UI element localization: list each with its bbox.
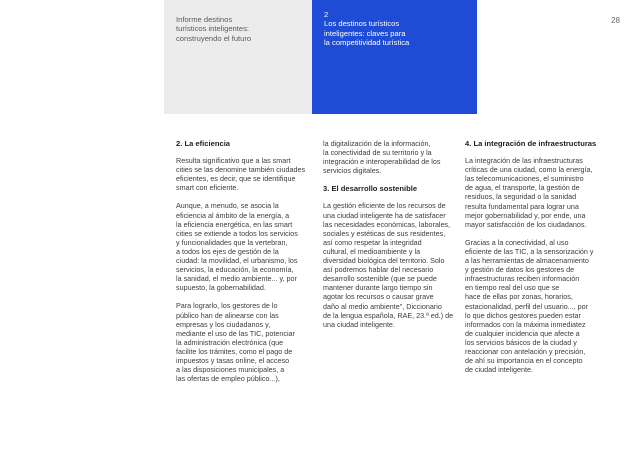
text-line: facilite los trámites, como el pago de [176,346,293,356]
text-line: infraestructuras reciben información [465,274,580,284]
section-heading [176,139,331,148]
text-line: servicios digitales. [323,166,382,176]
text-line: público han de alinearse con las [176,310,279,320]
chapter-title [324,10,472,48]
text-line: los servicios básicos de la ciudad y [465,337,577,347]
text-line: cultural, el medioambiente y la [323,246,421,256]
text-line: la sanidad, el medio ambiente... y, por [176,274,297,284]
text-line: Para lograrlo, los gestores de lo [176,301,278,311]
document-title-line: Informe destinos [176,15,233,24]
text-line: una ciudad inteligente. [323,319,395,329]
text-line: de agua, el transporte, la gestión de [465,183,580,193]
text-line: ciudad: la movilidad, el urbanismo, los [176,256,298,266]
text-line: 2. La eficiencia [176,139,231,148]
text-line: residuos, la seguridad o la sanidad [465,192,577,202]
text-line: cities se extiende a todos los servicios [176,228,298,238]
text-line: impuestos y tasas online, el acceso [176,355,290,365]
paragraph [323,139,478,175]
text-line: una ciudad inteligente ha de satisfacer [323,210,446,220]
text-line: Resulta significativo que a las smart [176,156,291,166]
text-line: mejor gobernabilidad y, por ende, una [465,210,586,220]
chapter-title-line: inteligentes: claves para [324,28,406,38]
chapter-title-line: Los destinos turísticos [324,19,400,29]
text-line: así podremos hablar del necesario [323,265,434,275]
chapter-number: 2 [324,10,329,19]
text-line: en tiempo real del uso que se [465,283,560,293]
text-line: a todos los ejes de gestión de la [176,246,279,256]
text-line: mantener durante largo tiempo sin [323,283,433,293]
text-line: 3. El desarrollo sostenible [323,184,418,194]
text-line: la administración electrónica (que [176,337,284,347]
text-line: y funcionalidades que la vertebran, [176,237,288,247]
text-line: desarrollo sostenible (que se puede [323,274,437,284]
text-line: informados con la máxima inmediatez [465,319,586,329]
text-line: resulta fundamental para lograr una [465,201,579,211]
text-line: lo que dichos gestores pueden estar [465,310,581,320]
text-line: eficiente de las TIC, a la sensorización y [465,246,594,256]
text-column-3 [465,139,625,383]
text-line: la eficiencia energética, en las smart [176,219,293,229]
section-heading [323,184,478,193]
text-line: estacionalidad, perfil del usuario..., por [465,301,589,311]
text-line: diversidad biológica del territorio. Solo [323,256,445,266]
paragraph [176,156,331,192]
paragraph [465,238,625,374]
text-line: cities se las denomine también ciudades [176,165,306,175]
text-line: sociales y estéticas de sus residentes, [323,228,446,238]
text-line: las ofertas de empleo público...), [176,374,280,384]
document-title-line: turísticos inteligentes: [176,24,250,34]
text-column-2 [323,139,478,338]
text-line: agotar los recursos o causar grave [323,292,434,302]
text-line: mediante el uso de las TIC, potenciar [176,328,295,338]
text-line: la digitalización de la información, [323,139,431,148]
paragraph [323,201,478,328]
text-line: de cualquier incidencia que afecte a [465,328,580,338]
text-line: y gestión de datos los gestores de [465,265,575,275]
text-line: a las disposiciones municipales, a [176,365,285,375]
text-line: eficientes, es decir, que se identifique [176,174,296,184]
paragraph [176,201,331,292]
text-line: eficiencia al ámbito de la energía, a [176,210,290,220]
text-line: críticas de una ciudad, como la energía, [465,165,593,175]
section-heading [465,139,625,148]
text-line: Aunque, a menudo, se asocia la [176,201,279,211]
text-line: las necesidades económicas, laborales, [323,219,451,229]
text-line: La gestión eficiente de los recursos de [323,201,446,211]
text-line: a las herramientas de almacenamiento [465,256,589,266]
text-line: supuesto, la gobernabilidad. [176,283,266,293]
page-number: 28 [611,16,620,25]
text-line: smart con eficiente. [176,183,239,193]
text-line: las telecomunicaciones, el suministro [465,174,584,184]
text-line: 4. La integración de infraestructuras [465,139,597,148]
text-line: de la lengua española, RAE, 23.ª ed.) de [323,310,454,320]
text-line: daño al medio ambiente", Diccionario [323,301,442,311]
paragraph [465,156,625,229]
document-title [176,15,306,43]
text-line: la conectividad de su territorio y la [323,148,432,158]
text-line: así como respetar la integridad [323,237,422,247]
text-line: de ciudad inteligente. [465,365,533,375]
text-column-1 [176,139,331,392]
paragraph [176,301,331,383]
chapter-title-line: la competitividad turística [324,38,410,48]
text-line: reaccionar con antelación y precisión, [465,346,586,356]
text-line: integración e interoperabilidad de los [323,157,441,167]
text-line: empresas y los ciudadanos y, [176,319,271,329]
document-title-line: construyendo el futuro [176,33,252,43]
text-line: servicios, la educación, la economía, [176,265,294,275]
text-line: La integración de las infraestructuras [465,156,583,166]
text-line: de ahí su importancia en el concepto [465,356,583,366]
text-line: mayor satisfacción de los ciudadanos. [465,219,587,229]
text-line: Gracias a la conectividad, al uso [465,237,569,247]
text-line: hace de ellas por zonas, horarios, [465,292,573,302]
